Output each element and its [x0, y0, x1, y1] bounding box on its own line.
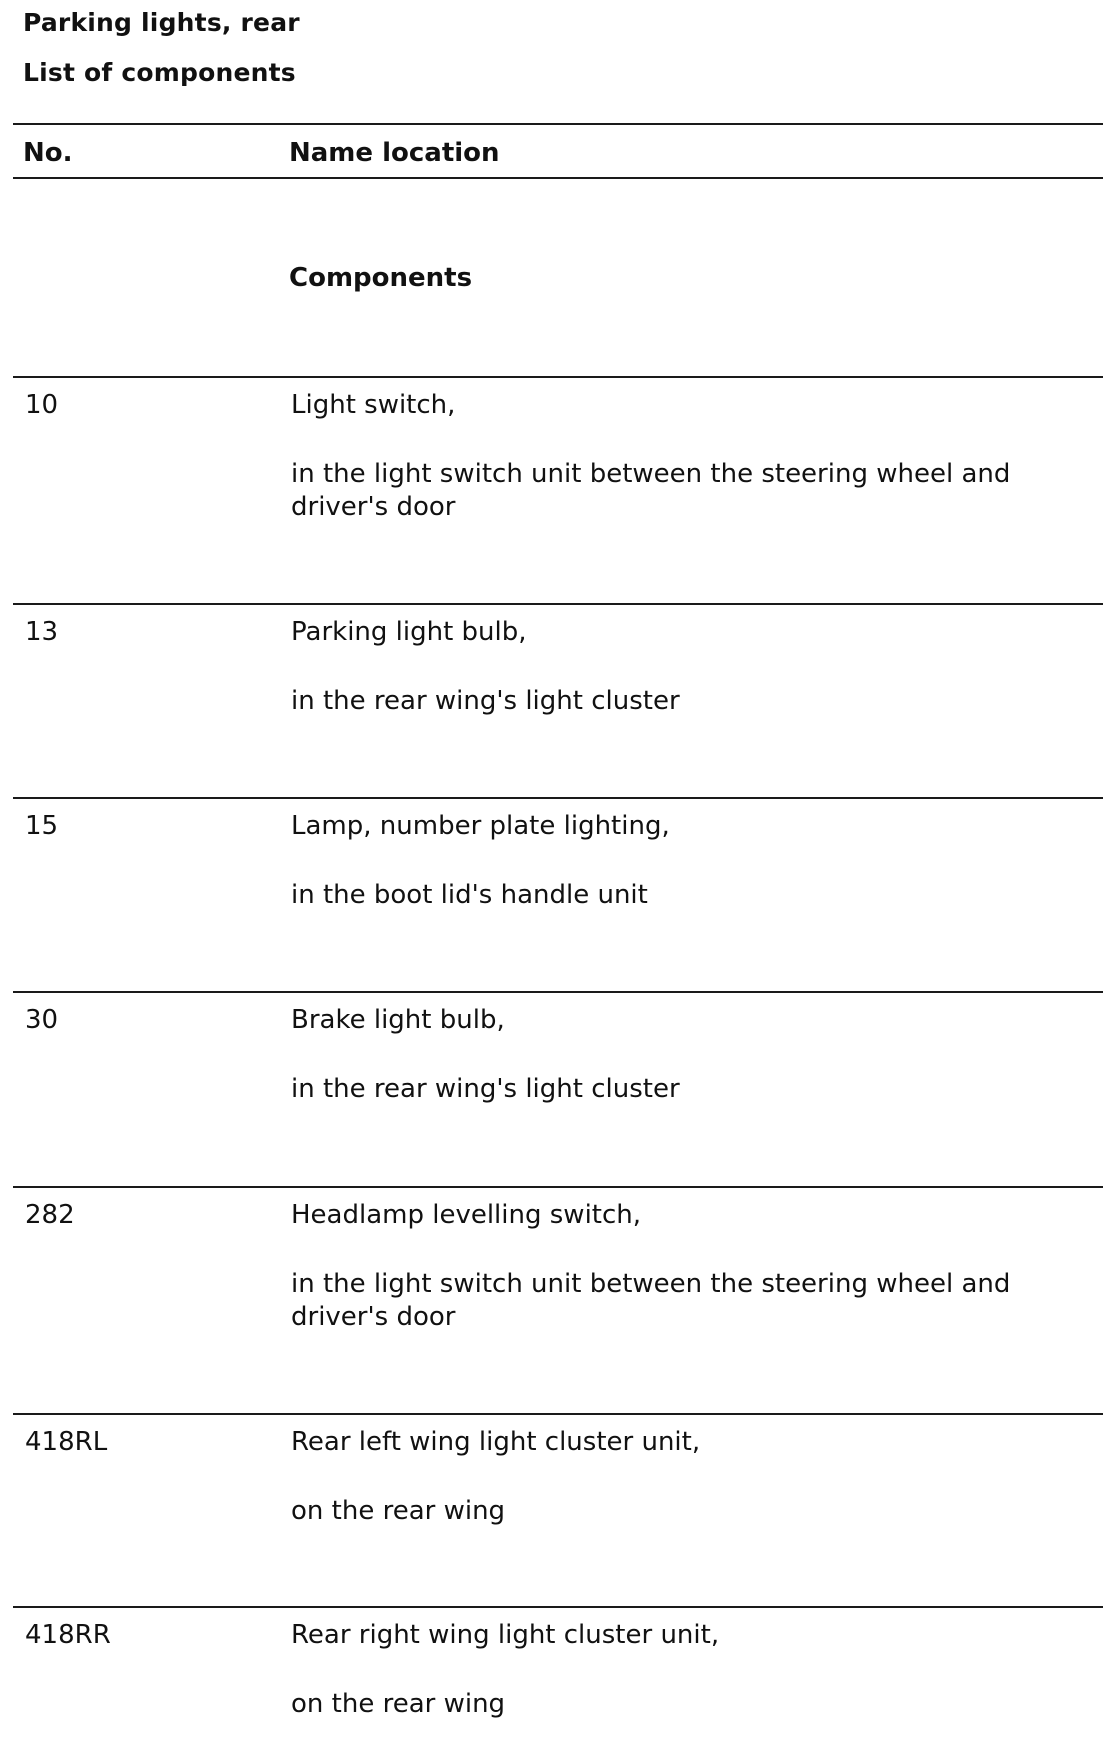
- row-divider: [13, 1186, 1103, 1188]
- header-bottom-rule: [13, 177, 1103, 179]
- column-header-name-location: Name location: [289, 138, 500, 168]
- component-location: in the light switch unit between the steering wheel and driver's door: [291, 459, 1011, 522]
- component-location: in the rear wing's light cluster: [291, 1074, 680, 1104]
- section-label-components: Components: [289, 263, 473, 293]
- component-location: in the boot lid's handle unit: [291, 880, 648, 910]
- component-name: Rear right wing light cluster unit,: [291, 1620, 720, 1650]
- component-name: Headlamp levelling switch,: [291, 1200, 642, 1230]
- row-divider: [13, 376, 1103, 378]
- component-name: Lamp, number plate lighting,: [291, 811, 670, 841]
- component-name: Brake light bulb,: [291, 1005, 505, 1035]
- page-subtitle: List of components: [23, 58, 296, 87]
- component-number: 10: [25, 390, 59, 420]
- row-divider: [13, 797, 1103, 799]
- component-number: 418RL: [25, 1427, 108, 1457]
- component-number: 418RR: [25, 1620, 111, 1650]
- component-location: on the rear wing: [291, 1496, 506, 1526]
- row-divider: [13, 991, 1103, 993]
- component-number: 282: [25, 1200, 75, 1230]
- component-name: Light switch,: [291, 390, 456, 420]
- row-divider: [13, 1606, 1103, 1608]
- table-top-rule: [13, 123, 1103, 125]
- component-number: 13: [25, 617, 59, 647]
- component-location: in the light switch unit between the steering wheel and driver's door: [291, 1269, 1011, 1332]
- row-divider: [13, 603, 1103, 605]
- component-name: Rear left wing light cluster unit,: [291, 1427, 701, 1457]
- component-name: Parking light bulb,: [291, 617, 527, 647]
- page-title: Parking lights, rear: [23, 8, 300, 37]
- component-location: in the rear wing's light cluster: [291, 686, 680, 716]
- row-divider: [13, 1413, 1103, 1415]
- component-number: 15: [25, 811, 59, 841]
- column-header-no: No.: [23, 138, 73, 168]
- component-location: on the rear wing: [291, 1689, 506, 1719]
- component-number: 30: [25, 1005, 59, 1035]
